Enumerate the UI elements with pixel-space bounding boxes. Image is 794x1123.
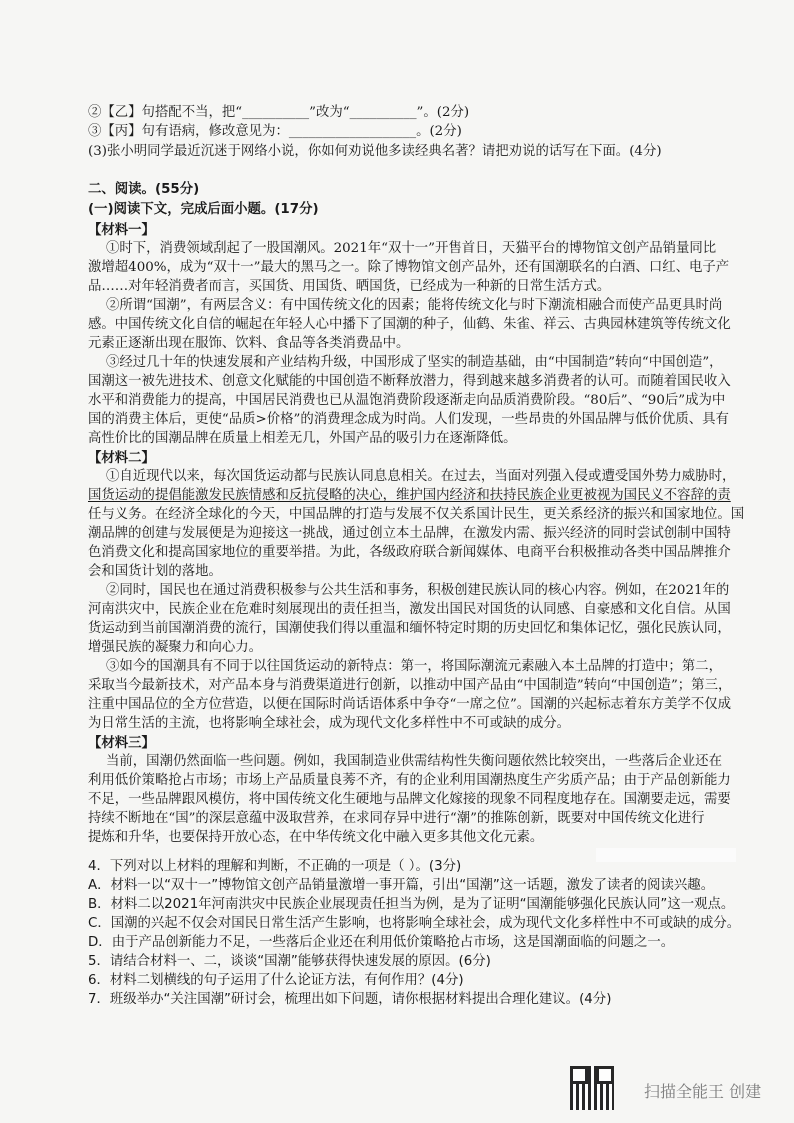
text-line: 激增超400%，成为“双十一”最大的黑马之一。除了博物馆文创产品外，还有国潮联名的白酒、口红、电子产	[88, 260, 730, 275]
text-line: ③经过几十年的快速发展和产业结构升级，中国形成了坚实的制造基础，由“中国制造”转向“中国创造”，	[106, 355, 723, 370]
text-line: 二、阅读。(55分)	[88, 182, 200, 197]
text-line: ③【丙】句有语病，修改意见为：___________________。(2分)	[88, 124, 462, 139]
text-line: 6．材料二划横线的句子运用了什么论证方法，有何作用？(4分)	[88, 973, 464, 988]
text-line: (一)阅读下文，完成后面小题。(17分)	[88, 202, 319, 217]
text-line: 任与义务。在经济全球化的今天，中国品牌的打造与发展不仅关系国计民生，更关系经济的振兴和国家地位。国	[88, 507, 745, 522]
text-line: 国货运动的提倡能激发民族情感和反抗侵略的决心，维护国内经济和扶持民族企业更被视为国民义不容辞的责	[88, 488, 731, 503]
text-line: 水平和消费能力的提高，中国居民消费也已从温饱消费阶段逐渐走向品质消费阶段。“80后”、“90后”成为中	[88, 393, 726, 408]
text-line: 国的消费主体后，更使“品质>价格”的消费理念成为时尚。人们发现，一些昂贵的外国品牌与低价优质、具有	[88, 412, 729, 427]
text-line: ①自近现代以来，每次国货运动都与民族认同息息相关。在过去，当面对列强入侵或遭受国外势力威胁时，	[106, 469, 736, 484]
text-line: 采取当今最新技术，对产品本身与消费渠道进行创新，以推动中国产品由“中国制造”转向“中国创造”；第三，	[88, 678, 732, 693]
text-line: 河南洪灾中，民族企业在危难时刻展现出的责任担当，激发出国民对国货的认同感、自豪感和文化自信。从国	[88, 602, 731, 617]
text-line: 增强民族的凝聚力和向心力。	[88, 640, 263, 655]
text-line: 提炼和升华，也要保持开放心态，在中华传统文化中融入更多其他文化元素。	[88, 830, 544, 845]
text-line: 高性价比的国潮品牌在质量上相差无几，外国产品的吸引力在逐渐降低。	[88, 431, 517, 446]
text-line: 色消费文化和提高国家地位的重要举措。为此，各级政府联合新闻媒体、电商平台积极推动各类中国品牌推介	[88, 545, 731, 560]
text-line: 利用低价策略抢占市场；市场上产品质量良莠不齐，有的企业利用国潮热度生产劣质产品；由于产品创新能力	[88, 773, 731, 788]
text-line: 会和国货计划的落地。	[88, 564, 222, 579]
scanner-watermark: 扫描全能王 创建	[644, 1082, 762, 1101]
text-line: ③如今的国潮具有不同于以往国货运动的新特点：第一，将国际潮流元素融入本土品牌的打造中；第二，	[106, 659, 722, 674]
text-line: ②所谓“国潮”，有两层含义：有中国传统文化的因素；能将传统文化与时下潮流相融合而使产品更具时尚	[106, 298, 723, 313]
text-line: 【材料二】	[88, 450, 155, 466]
text-line: 注重中国品位的全方位营造，以便在国际时尚话语体系中争夺“一席之位”。国潮的兴起标志着东方美学不仅成	[88, 697, 732, 712]
paper-smudge	[596, 848, 736, 862]
text-line: A．材料一以“双十一”博物馆文创产品销量激增一事开篇，引出“国潮”这一话题，激发了读者的阅读兴趣。	[88, 878, 715, 893]
text-line: 7．班级举办“关注国潮”研讨会，梳理出如下问题，请你根据材料提出合理化建议。(4分)	[88, 992, 612, 1007]
text-line: 国潮这一被先进技术、创意文化赋能的中国创造不断释放潜力，得到越来越多消费者的认可。而随着国民收入	[88, 374, 731, 389]
text-line: 元素正逐渐出现在服饰、饮料、食品等各类消费品中。	[88, 336, 410, 351]
text-line: (3)张小明同学最近沉迷于网络小说，你如何劝说他多读经典名著？请把劝说的话写在下面。(4分)	[88, 144, 662, 159]
text-line: ②【乙】句搭配不当，把“__________”改为“__________”。(2分)	[88, 105, 470, 120]
text-line: 品……对年轻消费者而言，买国货、用国货、晒国货，已经成为一种新的日常生活方式。	[88, 279, 611, 294]
text-line: 潮品牌的创建与发展便是为迎接这一挑战，通过创立本土品牌，在激发内需、振兴经济的同时尝试创制中国特	[88, 526, 731, 541]
text-line: 持续不断地在“国”的深层意蕴中汲取营养，在求同存异中进行“潮”的推陈创新，既要对中国传统文化进行	[88, 811, 705, 826]
text-line: 5．请结合材料一、二，谈谈“国潮”能够获得快速发展的原因。(6分)	[88, 954, 491, 969]
qr-code-icon	[570, 1066, 614, 1110]
text-line: ②同时，国民也在通过消费积极参与公共生活和事务，积极创建民族认同的核心内容。例如，在2021年的	[106, 583, 730, 598]
text-line: ①时下，消费领域刮起了一股国潮风。2021年“双十一”开售首日，天猫平台的博物馆文创产品销量同比	[106, 241, 717, 256]
text-line: 不足，一些品牌跟风模仿，将中国传统文化生硬地与品牌文化嫁接的现象不同程度地存在。国潮要走远，需要	[88, 792, 731, 807]
text-line: 为日常生活的主流，也将影响全球社会，成为现代文化多样性中不可或缺的成分。	[88, 716, 571, 731]
text-line: 4．下列对以上材料的理解和判断，不正确的一项是（ ）。(3分)	[88, 859, 462, 874]
text-line: 感。中国传统文化自信的崛起在年轻人心中播下了国潮的种子，仙鹤、朱雀、祥云、古典园林建筑等传统文化	[88, 317, 731, 332]
text-line: 【材料三】	[88, 735, 155, 751]
text-line: C．国潮的兴起不仅会对国民日常生活产生影响，也将影响全球社会，成为现代文化多样性中不可或缺的成分。	[88, 916, 741, 931]
text-line: D．由于产品创新能力不足，一些落后企业还在利用低价策略抢占市场，这是国潮面临的问题之一。	[88, 935, 675, 950]
text-line: 货运动到当前国潮消费的流行，国潮使我们得以重温和缅怀特定时期的历史回忆和集体记忆，强化民族认同，	[88, 621, 731, 636]
text-line: B．材料二以2021年河南洪灾中民族企业展现责任担当为例，是为了证明“国潮能够强化民族认同”这一观点。	[88, 897, 735, 912]
text-line: 【材料一】	[88, 222, 155, 238]
text-line: 当前，国潮仍然面临一些问题。例如，我国制造业供需结构性失衡问题依然比较突出，一些落后企业还在	[106, 754, 722, 769]
